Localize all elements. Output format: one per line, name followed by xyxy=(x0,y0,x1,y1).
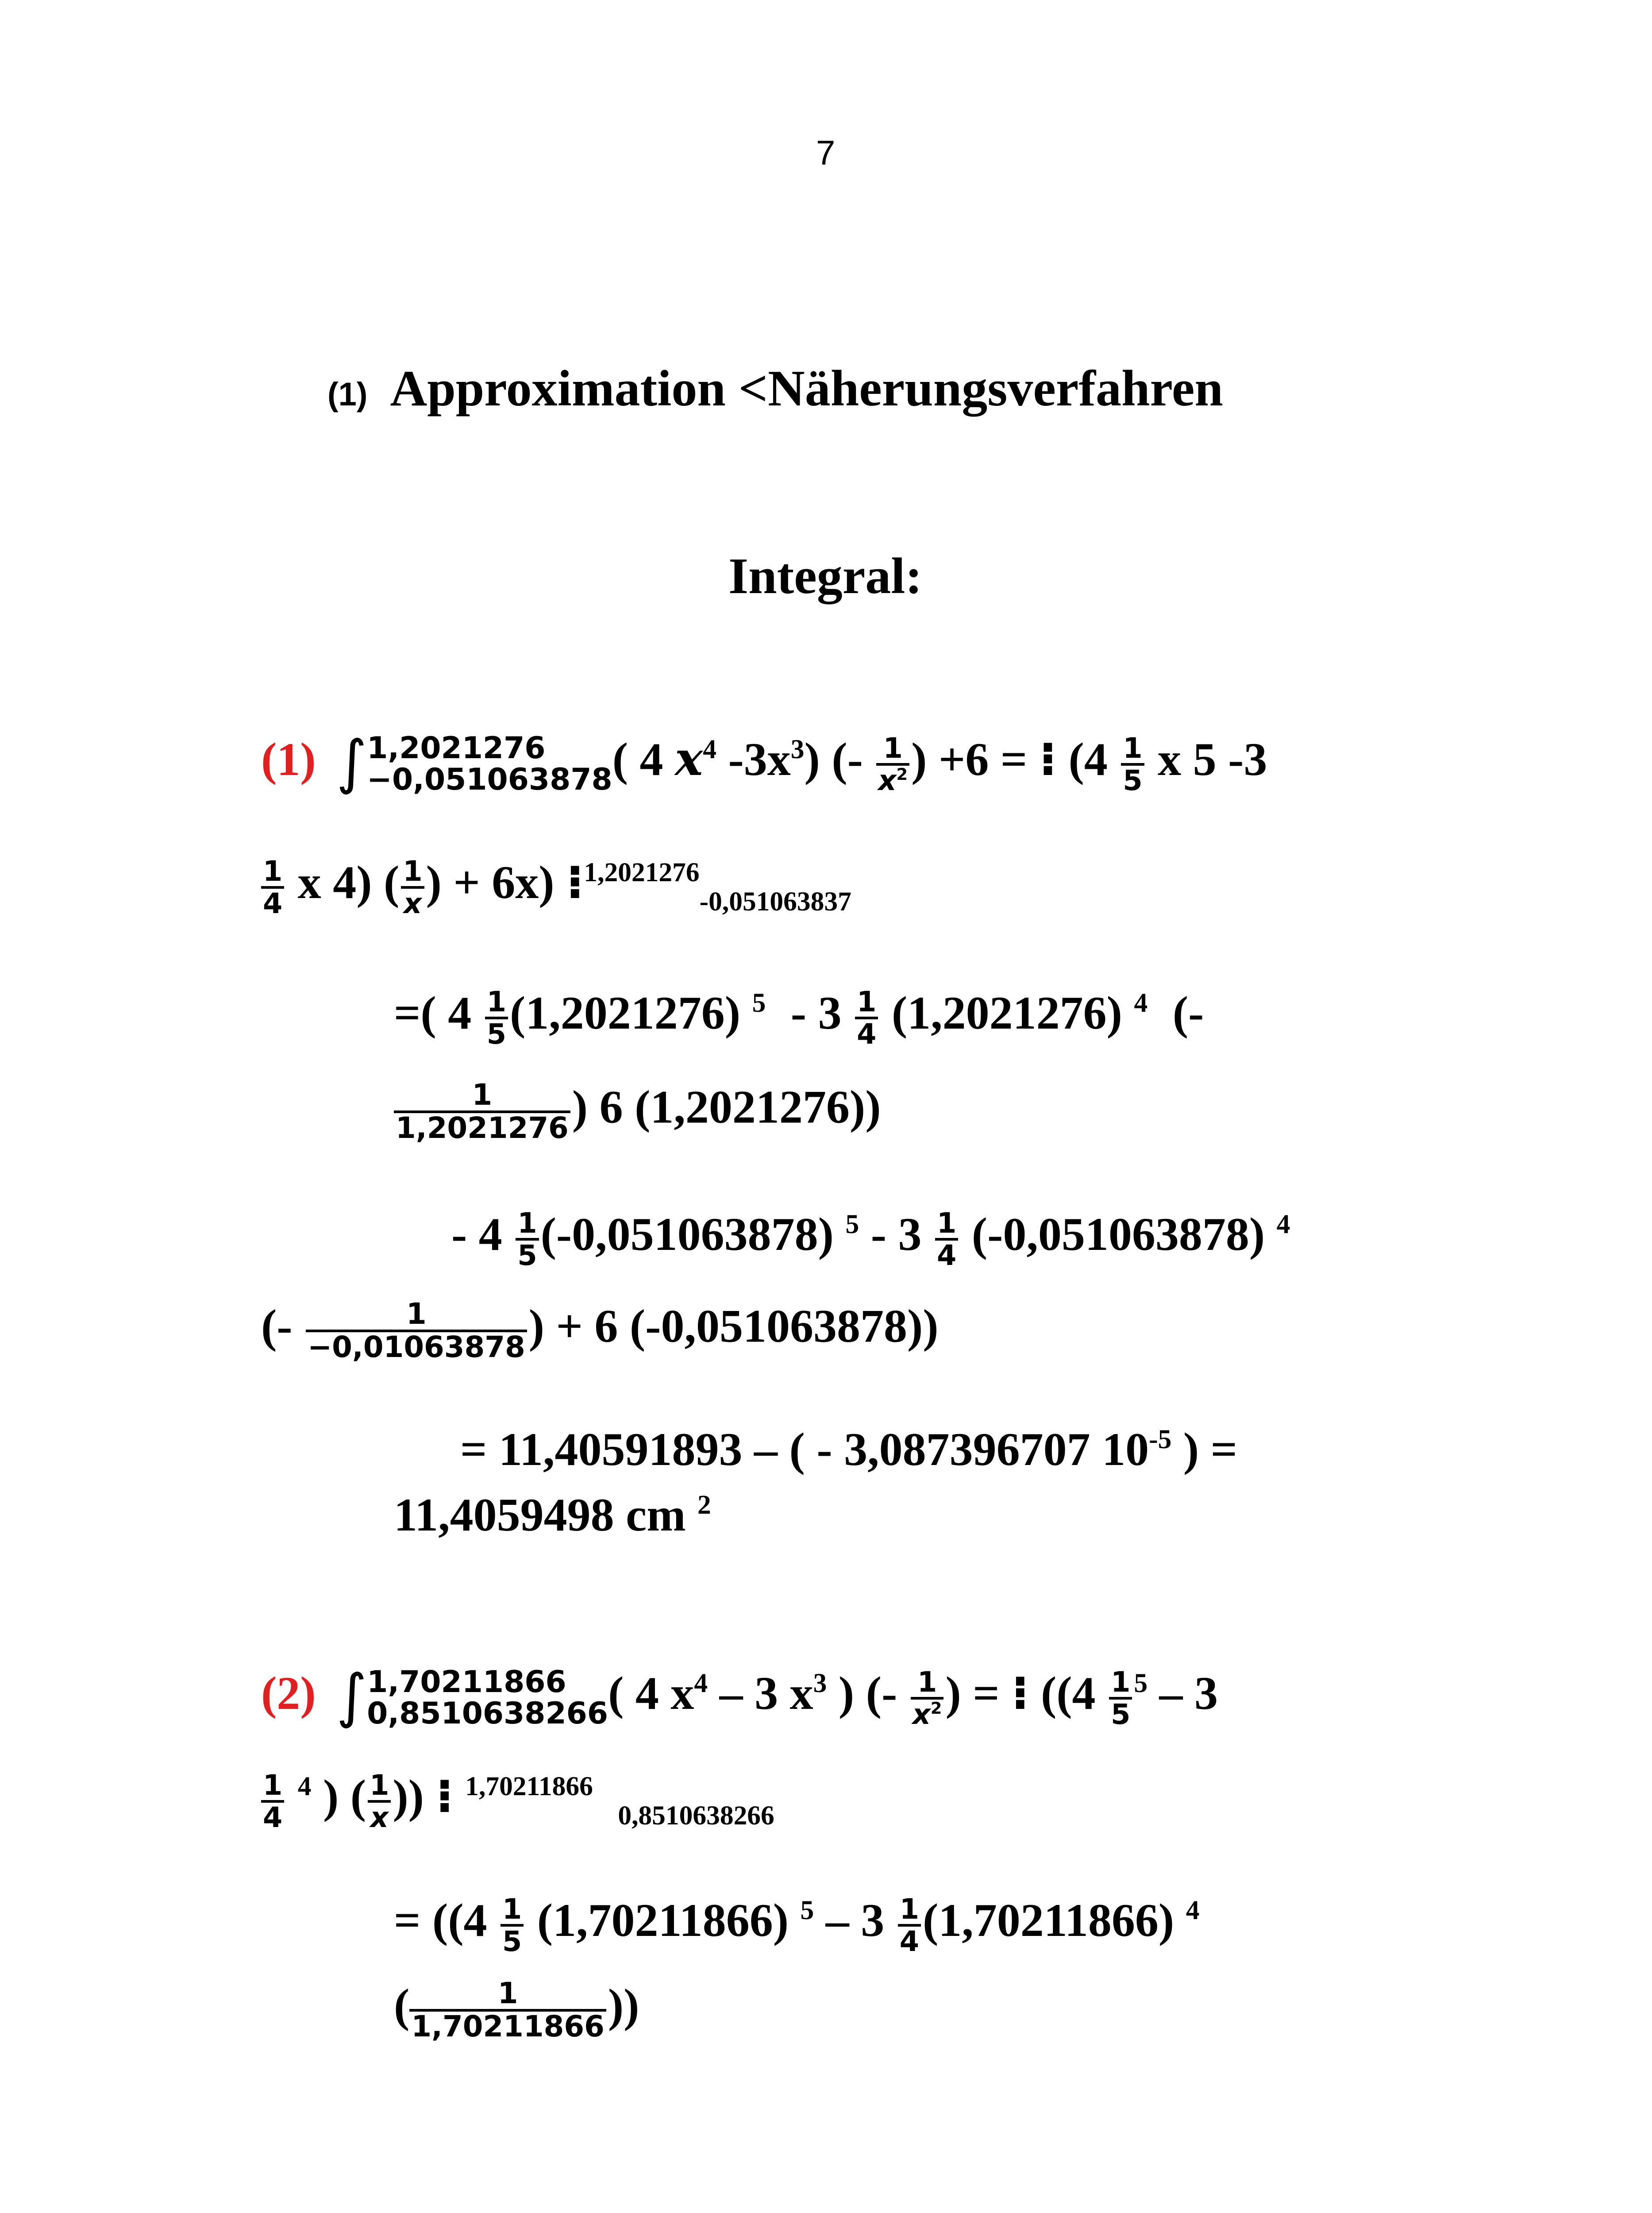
integral-sign: ∫ xyxy=(336,728,367,796)
numerator: 1 xyxy=(1121,733,1144,766)
numerator: 1 xyxy=(876,733,909,766)
expr: =( 4 xyxy=(394,987,472,1039)
expr: (-0,051063878) xyxy=(540,1208,834,1261)
upper-limit: 1,2021276 xyxy=(367,730,546,766)
denominator: 4 xyxy=(899,1924,919,1958)
expr: ( 4 x xyxy=(608,1667,694,1719)
numerator: 1 xyxy=(516,1208,539,1241)
page-number: 7 xyxy=(816,133,836,172)
numerator: 1 xyxy=(485,987,508,1019)
denominator xyxy=(368,1800,391,1834)
denominator: 4 xyxy=(263,1800,283,1834)
expr: – 3 xyxy=(1159,1667,1218,1719)
expr: (-0,051063878) xyxy=(971,1208,1265,1261)
problem2-eval1 xyxy=(394,1894,1199,1956)
numerator: 1 xyxy=(855,987,878,1019)
denominator: 5 xyxy=(502,1924,522,1958)
fraction xyxy=(935,1208,958,1270)
exponent: 4 xyxy=(1134,987,1148,1018)
var-x: x xyxy=(370,1800,389,1834)
fraction xyxy=(409,1978,606,2042)
problem2-label: (2) xyxy=(261,1667,316,1719)
numerator: 1 xyxy=(935,1208,958,1241)
section-heading xyxy=(327,359,1223,418)
problem1-line1 xyxy=(261,726,1267,796)
expr: ) 6 (1,2021276)) xyxy=(572,1081,881,1133)
numerator: 1 xyxy=(911,1667,944,1700)
expr: )) xyxy=(608,1979,639,2032)
expr: (- xyxy=(261,1300,293,1352)
var-x: x xyxy=(912,1697,931,1731)
numerator: 1 xyxy=(261,856,284,889)
fraction xyxy=(485,987,508,1049)
numerator: 1 xyxy=(401,856,424,889)
subheading: Integral: xyxy=(728,548,923,605)
problem2-line2 xyxy=(261,1770,774,1832)
denominator: 4 xyxy=(937,1238,957,1272)
expr: (1,2021276) xyxy=(509,987,741,1039)
fraction xyxy=(911,1667,944,1729)
fraction xyxy=(306,1299,527,1363)
numerator: 1 xyxy=(898,1894,921,1927)
exponent: 4 xyxy=(703,734,716,764)
fraction xyxy=(368,1770,391,1832)
expr: ) ( xyxy=(323,1770,366,1823)
vdots: ⁝ xyxy=(566,855,584,910)
exponent: 2 xyxy=(896,764,908,784)
exponent: 4 xyxy=(1276,1209,1290,1239)
expr: (1,2021276) xyxy=(891,987,1122,1039)
denominator xyxy=(911,1697,944,1731)
expr: ) = xyxy=(1183,1423,1238,1475)
denominator: 4 xyxy=(857,1017,877,1050)
expr: (1,70211866) xyxy=(922,1894,1174,1947)
fraction xyxy=(501,1894,524,1956)
expr: ((4 xyxy=(1040,1667,1096,1719)
expr: (4 xyxy=(1068,733,1108,785)
problem1-label: (1) xyxy=(261,733,316,785)
fraction xyxy=(401,856,424,918)
exponent: 5 xyxy=(1134,1668,1148,1698)
denominator: −0,01063878 xyxy=(308,1330,525,1364)
expr: = ((4 xyxy=(394,1894,487,1947)
exponent: 5 xyxy=(800,1895,814,1925)
fraction xyxy=(855,987,878,1049)
lower-bound: 0,8510638266 xyxy=(618,1800,774,1831)
expr: (1,70211866) xyxy=(537,1894,789,1947)
upper-bound: 1,2021276 xyxy=(584,857,700,887)
var-x: x xyxy=(878,763,897,797)
fraction xyxy=(898,1894,921,1956)
exponent: 5 xyxy=(752,987,766,1018)
numerator: 1 xyxy=(394,1080,570,1113)
problem1-eval1 xyxy=(394,987,1204,1049)
exponent: 4 xyxy=(694,1668,708,1698)
expr: (- xyxy=(1172,987,1204,1039)
exponent: 2 xyxy=(697,1489,711,1520)
expr: – 3 x xyxy=(719,1667,813,1719)
expr: ) + 6 (-0,051063878)) xyxy=(528,1300,939,1352)
vdots: ⁝ xyxy=(435,1769,454,1824)
expr: - 3 xyxy=(870,1208,922,1261)
section-number: (1) xyxy=(327,376,368,413)
exponent: 4 xyxy=(1186,1895,1200,1925)
upper-limit: 1,70211866 xyxy=(367,1664,566,1700)
expr: x 4) ( xyxy=(297,856,400,909)
problem1-line2 xyxy=(261,856,851,918)
numerator: 1 xyxy=(1109,1667,1132,1700)
fraction xyxy=(261,1770,284,1832)
lower-limit: −0,051063878 xyxy=(367,762,612,797)
problem2-eval2: ( $\frac{1}{1,70211866}$ )) xyxy=(394,1977,639,2043)
exponent: 5 xyxy=(845,1209,859,1239)
final-result: 11,4059498 cm xyxy=(394,1489,686,1541)
exponent: -5 xyxy=(1149,1424,1172,1454)
denominator: 5 xyxy=(1111,1697,1131,1731)
vdots: ⁝ xyxy=(1011,1666,1029,1720)
exponent: 3 xyxy=(790,734,805,764)
upper-bound: 1,70211866 xyxy=(465,1771,593,1801)
exponent: 2 xyxy=(930,1698,942,1718)
denominator xyxy=(876,763,909,797)
problem1-eval4 xyxy=(261,1299,939,1363)
expr: ) (- xyxy=(838,1667,897,1719)
vdots: ⁝ xyxy=(1039,732,1057,786)
var-x: x xyxy=(403,887,422,920)
expr: = 11,40591893 – ( - 3,087396707 10 xyxy=(460,1423,1149,1475)
numerator: 1 xyxy=(368,1770,391,1803)
expr: - 4 xyxy=(451,1208,502,1261)
exponent: 3 xyxy=(813,1668,827,1698)
integral-limits xyxy=(367,732,612,795)
fraction xyxy=(876,733,909,795)
denominator: 5 xyxy=(486,1017,506,1050)
problem1-result xyxy=(460,1423,1238,1475)
integral-limits xyxy=(367,1666,608,1729)
lower-bound: -0,051063837 xyxy=(699,886,851,917)
problem1-final xyxy=(394,1489,711,1541)
expr: -3x xyxy=(728,733,791,785)
numerator: 1 xyxy=(261,1770,284,1803)
denominator: 5 xyxy=(1123,763,1143,797)
expr: ) +6 = xyxy=(911,733,1028,785)
problem1-eval3 xyxy=(451,1208,1290,1270)
denominator: 1,2021276 xyxy=(396,1111,569,1145)
lower-limit: 0,8510638266 xyxy=(367,1696,608,1731)
denominator: 4 xyxy=(263,887,283,920)
integral-sign: ∫ xyxy=(336,1662,367,1730)
expr: ) (- xyxy=(804,733,863,785)
fraction xyxy=(1109,1667,1132,1729)
numerator: 1 xyxy=(306,1299,527,1332)
problem2-line1 xyxy=(261,1660,1218,1730)
fraction xyxy=(1121,733,1144,795)
exponent: 4 xyxy=(297,1771,312,1801)
var-x: x xyxy=(675,731,703,786)
expr: x 5 -3 xyxy=(1158,733,1267,785)
expr: ) + 6x) xyxy=(426,856,555,909)
denominator xyxy=(401,889,424,918)
fraction xyxy=(516,1208,539,1270)
numerator: 1 xyxy=(409,1978,606,2012)
expr: )) xyxy=(393,1770,424,1823)
expr: ) = xyxy=(945,1667,1000,1719)
fraction xyxy=(394,1080,570,1144)
denominator: 5 xyxy=(517,1238,537,1272)
denominator: 1,70211866 xyxy=(411,2010,605,2043)
fraction xyxy=(261,856,284,918)
expr: – 3 xyxy=(825,1894,885,1947)
numerator: 1 xyxy=(501,1894,524,1927)
problem1-eval2 xyxy=(394,1080,881,1144)
expr: - 3 xyxy=(790,987,842,1039)
section-title: Approximation <Näherungsverfahren xyxy=(390,360,1223,417)
expr: ( 4 xyxy=(612,733,663,785)
